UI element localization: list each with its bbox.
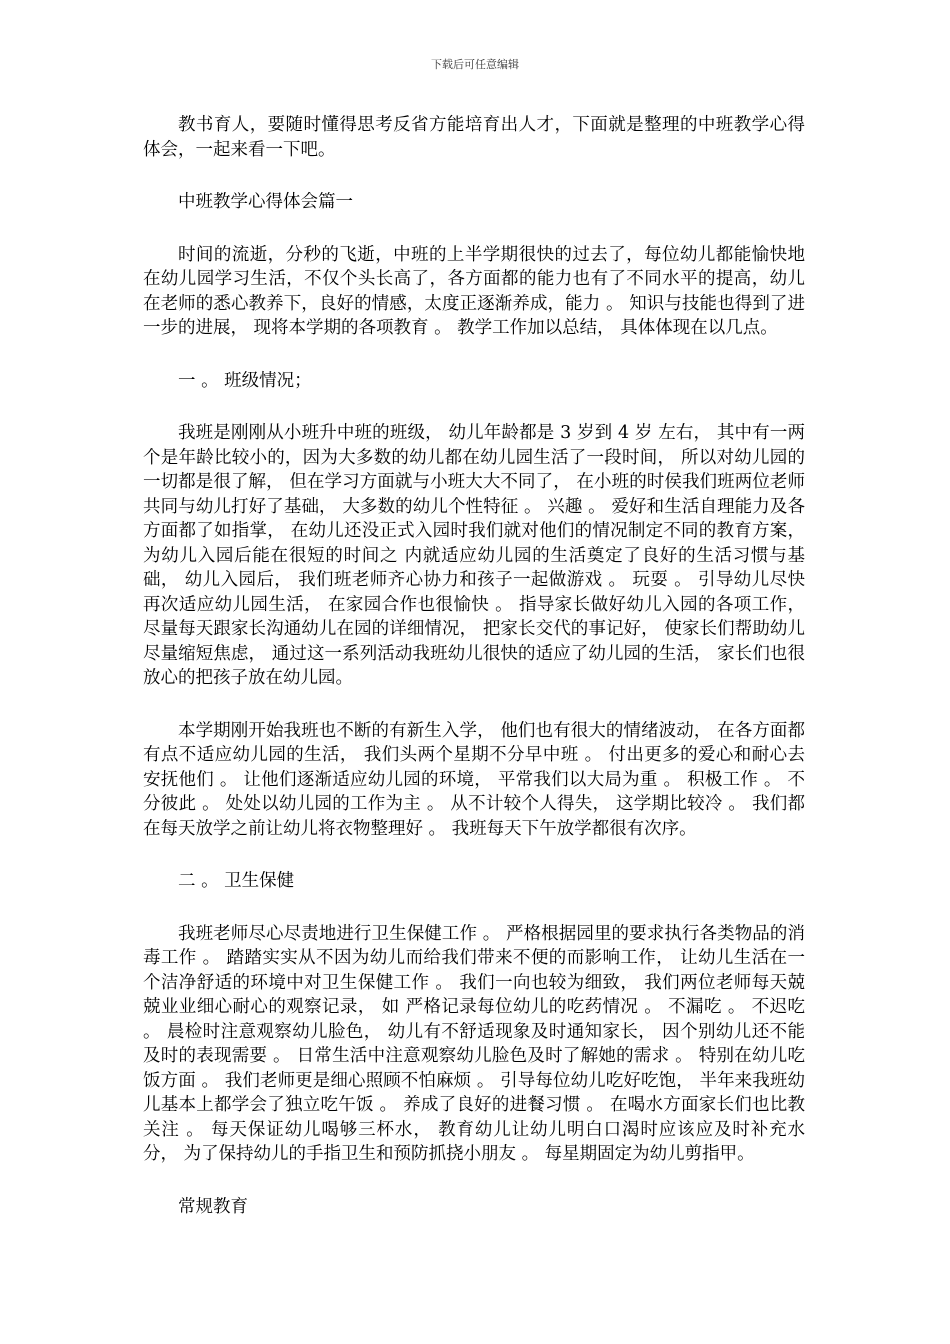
class-situation-paragraph: 我班是刚刚从小班升中班的班级， 幼儿年龄都是 3 岁到 4 岁 左右， 其中有一两个是年龄比较小的，因为大多数的幼儿都在幼儿园生活了一段时间， 所以对幼儿园的一切都是很了解， 但在学习方面就与小班大大不同了， 在小班的时侯我们班两位老师共同与幼儿打好了基础， 大多数的幼儿个性特征 。 兴趣 。 爱好和生活自理能力及各方面都了如指掌， 在幼儿还没正式入园时我们就对他们的情况制定不同的教育方案， 为幼儿入园后能在很短的时间之 内就适应幼儿园的生活奠定了良好的生活习惯与基础， 幼儿入园后， 我们班老师齐心协力和孩子一起做游戏 。 玩耍 。 引导幼儿尽快再次适应幼儿园生活， 在家园合作也很愉快 。 指导家长做好幼儿入园的各项工作， 尽量每天跟家长沟通幼儿在园的详细情况， 把家长交代的事记好， 使家长们帮助幼儿尽量缩短焦虑， 通过这一系列活动我班幼儿很快的适应了幼儿园的生活， 家长们也很放心的把孩子放在幼儿园。 xyxy=(143,423,805,688)
health-care-paragraph: 我班老师尽心尽责地进行卫生保健工作 。 严格根据园里的要求执行各类物品的消毒工作 。 踏踏实实从不因为幼儿而给我们带来不便的而影响工作， 让幼儿生活在一个洁净舒适的环境中对卫生保健工作 。 我们一向也较为细致， 我们两位老师每天兢兢业业细心耐心的观察记录， 如 严格记录每位幼儿的吃药情况 。 不漏吃 。 不迟吃 。 晨检时注意观察幼儿脸色， 幼儿有不舒适现象及时通知家长， 因个别幼儿还不能及时的表现需要 。 日常生活中注意观察幼儿脸色及时了解她的需求 。 特别在幼儿吃饭方面 。 我们老师更是细心照顾不怕麻烦 。 引导每位幼儿吃好吃饱， 半年来我班幼儿基本上都学会了独立吃午饭 。 养成了良好的进餐习惯 。 在喝水方面家长们也比教关注 。 每天保证幼儿喝够三杯水， 教育幼儿让幼儿明白口渴时应该应及时补充水分， 为了保持幼儿的手指卫生和预防抓挠小朋友 。 每星期固定为幼儿剪指甲。 xyxy=(143,923,805,1164)
heading-health-care: 二 。 卫生保健 xyxy=(178,871,295,891)
section-title-part-one: 中班教学心得体会篇一 xyxy=(178,192,353,212)
heading-routine-education: 常规教育 xyxy=(178,1196,248,1217)
heading-class-situation: 一 。 班级情况； xyxy=(178,370,312,391)
new-students-paragraph: 本学期刚开始我班也不断的有新生入学， 他们也有很大的情绪波动， 在各方面都有点不适应幼儿园的生活， 我们头两个星期不分早中班 。 付出更多的爱心和耐心去安抚他们 。 让他们逐渐适应幼儿园的环境， 平常我们以大局为重 。 积极工作 。 不分彼此 。 处处以幼儿园的工作为主 。 从不计较个人得失， 这学期比较冷 。 我们都在每天放学之前让幼儿将衣物整理好 。 我班每天下午放学都很有次序。 xyxy=(143,720,805,839)
page-header-note: 下载后可任意编辑 xyxy=(431,58,519,71)
intro-paragraph: 教书育人，要随时懂得思考反省方能培育出人才，下面就是整理的中班教学心得体会，一起来看一下吧。 xyxy=(143,115,805,160)
summary-paragraph: 时间的流逝，分秒的飞逝，中班的上半学期很快的过去了，每位幼儿都能愉快地在幼儿园学习生活，不仅个头长高了，各方面都的能力也有了不同水平的提高，幼儿在老师的悉心教养下，良好的情感，太度正逐渐养成，能力 。 知识与技能也得到了进一步的进展， 现将本学期的各项教育 。 教学工作加以总结， 具体体现在以几点。 xyxy=(143,244,805,338)
document-body xyxy=(143,113,805,1247)
